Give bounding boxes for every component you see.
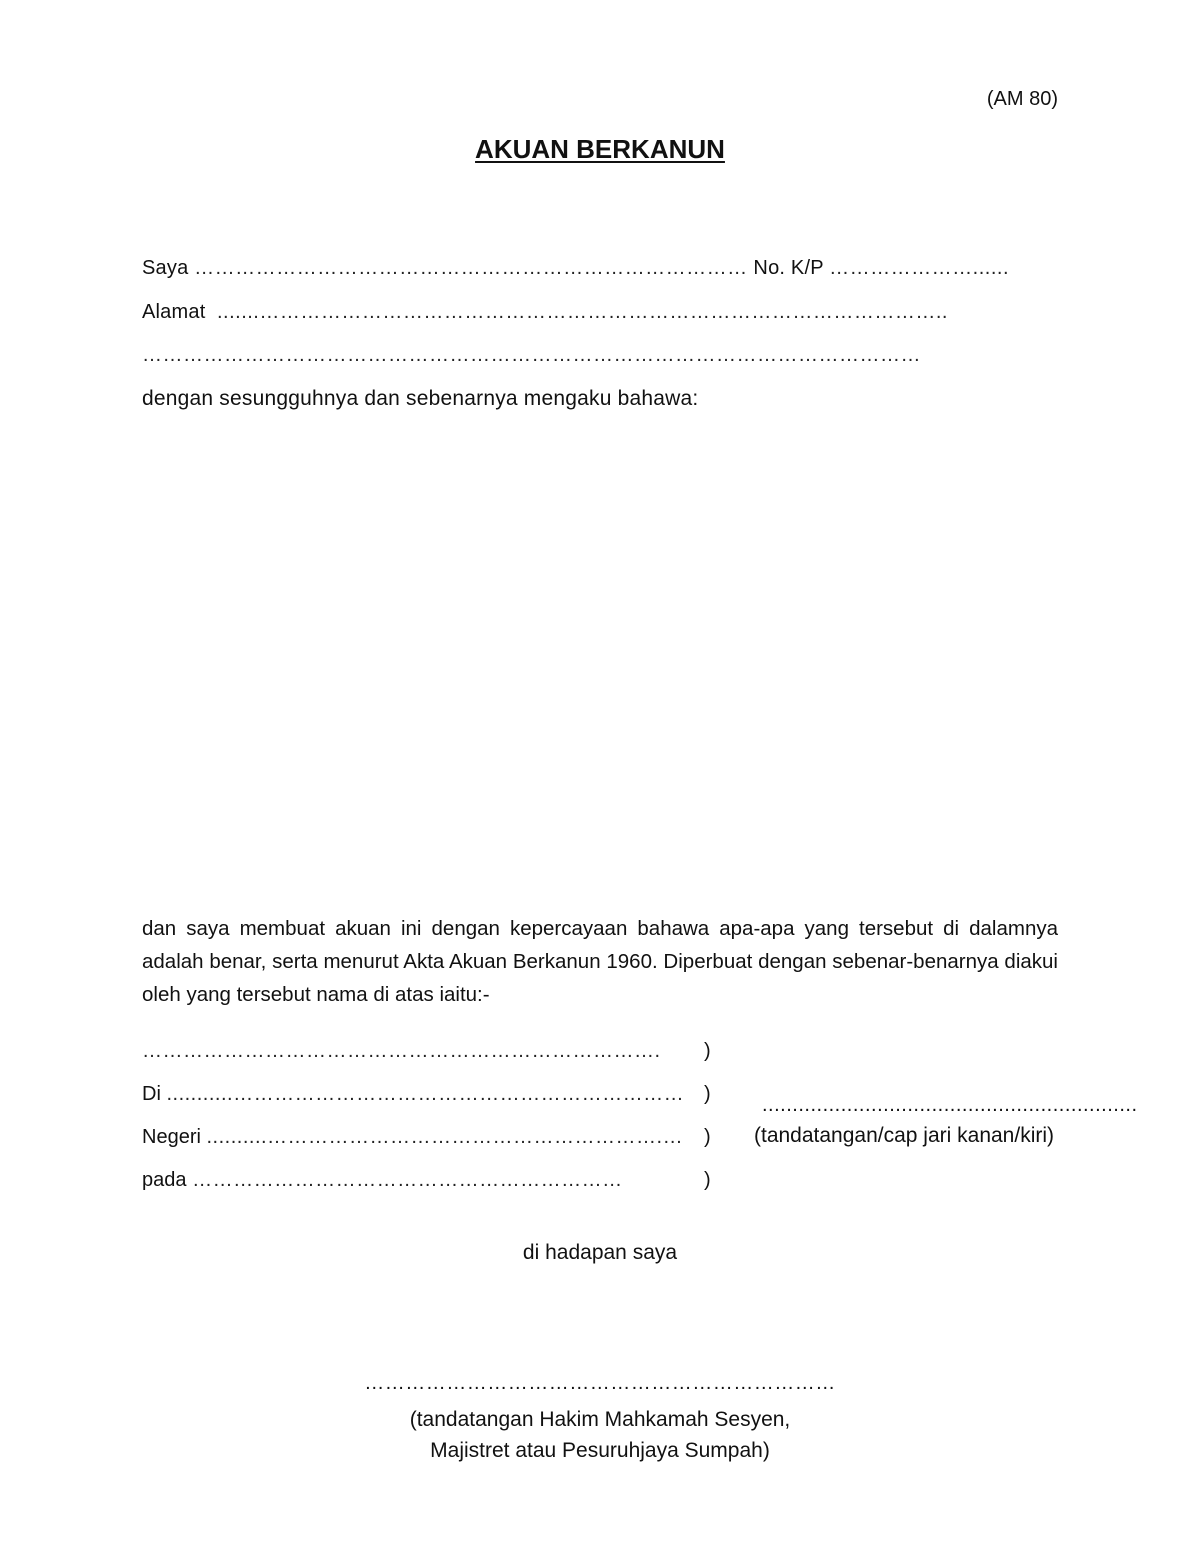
state-label: Negeri bbox=[142, 1126, 201, 1148]
place-field[interactable]: ...........………………………………………………………… bbox=[166, 1083, 685, 1105]
bracket: ) bbox=[704, 1169, 711, 1191]
closing-paragraph-text: dan saya membuat akuan ini dengan kepercayaan bahawa apa-apa yang tersebut di dalamnya adalah benar, serta menurut Akta Akuan Berkanun 1960. Diperbuat dengan sebenar-benarnya diakui oleh yang tersebut nama di atas iaitu:- bbox=[142, 917, 1058, 1006]
declarant-name-line bbox=[142, 257, 1009, 280]
document-title: AKUAN BERKANUN bbox=[475, 134, 725, 164]
execution-row-place bbox=[142, 1083, 684, 1106]
declarant-signature-caption: (tandatangan/cap jari kanan/kiri) bbox=[754, 1124, 1055, 1147]
officer-signature-field[interactable]: …………………………………………………………… bbox=[364, 1372, 836, 1394]
ic-label: No. K/P bbox=[753, 257, 824, 279]
form-code: (AM 80) bbox=[986, 88, 1058, 110]
address-line-2 bbox=[142, 344, 921, 367]
state-field[interactable]: ..........………………………………………………….… bbox=[206, 1126, 684, 1148]
bracket: ) bbox=[704, 1126, 711, 1148]
officer-caption-line-2: Majistret atau Pesuruhjaya Sumpah) bbox=[430, 1439, 770, 1462]
ic-field[interactable]: …………………...... bbox=[829, 257, 1009, 279]
declarant-signature-field[interactable]: .............................................................. bbox=[762, 1094, 1138, 1116]
name-label: Saya bbox=[142, 257, 189, 279]
officer-caption-line-1: (tandatangan Hakim Mahkamah Sesyen, bbox=[409, 1408, 791, 1431]
execution-row-name bbox=[142, 1040, 661, 1063]
address-field-2[interactable]: …………………………………………………………………………………………………… bbox=[142, 344, 921, 366]
officer-signature-caption bbox=[0, 1404, 1200, 1466]
place-label: Di bbox=[142, 1083, 161, 1105]
closing-paragraph bbox=[142, 912, 1058, 1011]
execution-name-field[interactable]: …………………………………………………………………. bbox=[142, 1040, 661, 1062]
before-me-text: di hadapan saya bbox=[522, 1241, 678, 1264]
address-line-1 bbox=[142, 301, 948, 324]
date-field[interactable]: ……………………………………………………… bbox=[192, 1169, 623, 1191]
address-label: Alamat bbox=[142, 301, 206, 323]
execution-row-date bbox=[142, 1169, 623, 1192]
bracket: ) bbox=[704, 1083, 711, 1105]
bracket: ) bbox=[704, 1040, 711, 1062]
execution-row-state bbox=[142, 1126, 683, 1149]
name-field[interactable]: ……………………………………………………………………… bbox=[194, 257, 748, 279]
address-field-1[interactable]: .......……………………………………………………………………………………….. bbox=[216, 301, 948, 323]
date-label: pada bbox=[142, 1169, 187, 1191]
declaration-intro: dengan sesungguhnya dan sebenarnya mengaku bahawa: bbox=[142, 387, 699, 410]
